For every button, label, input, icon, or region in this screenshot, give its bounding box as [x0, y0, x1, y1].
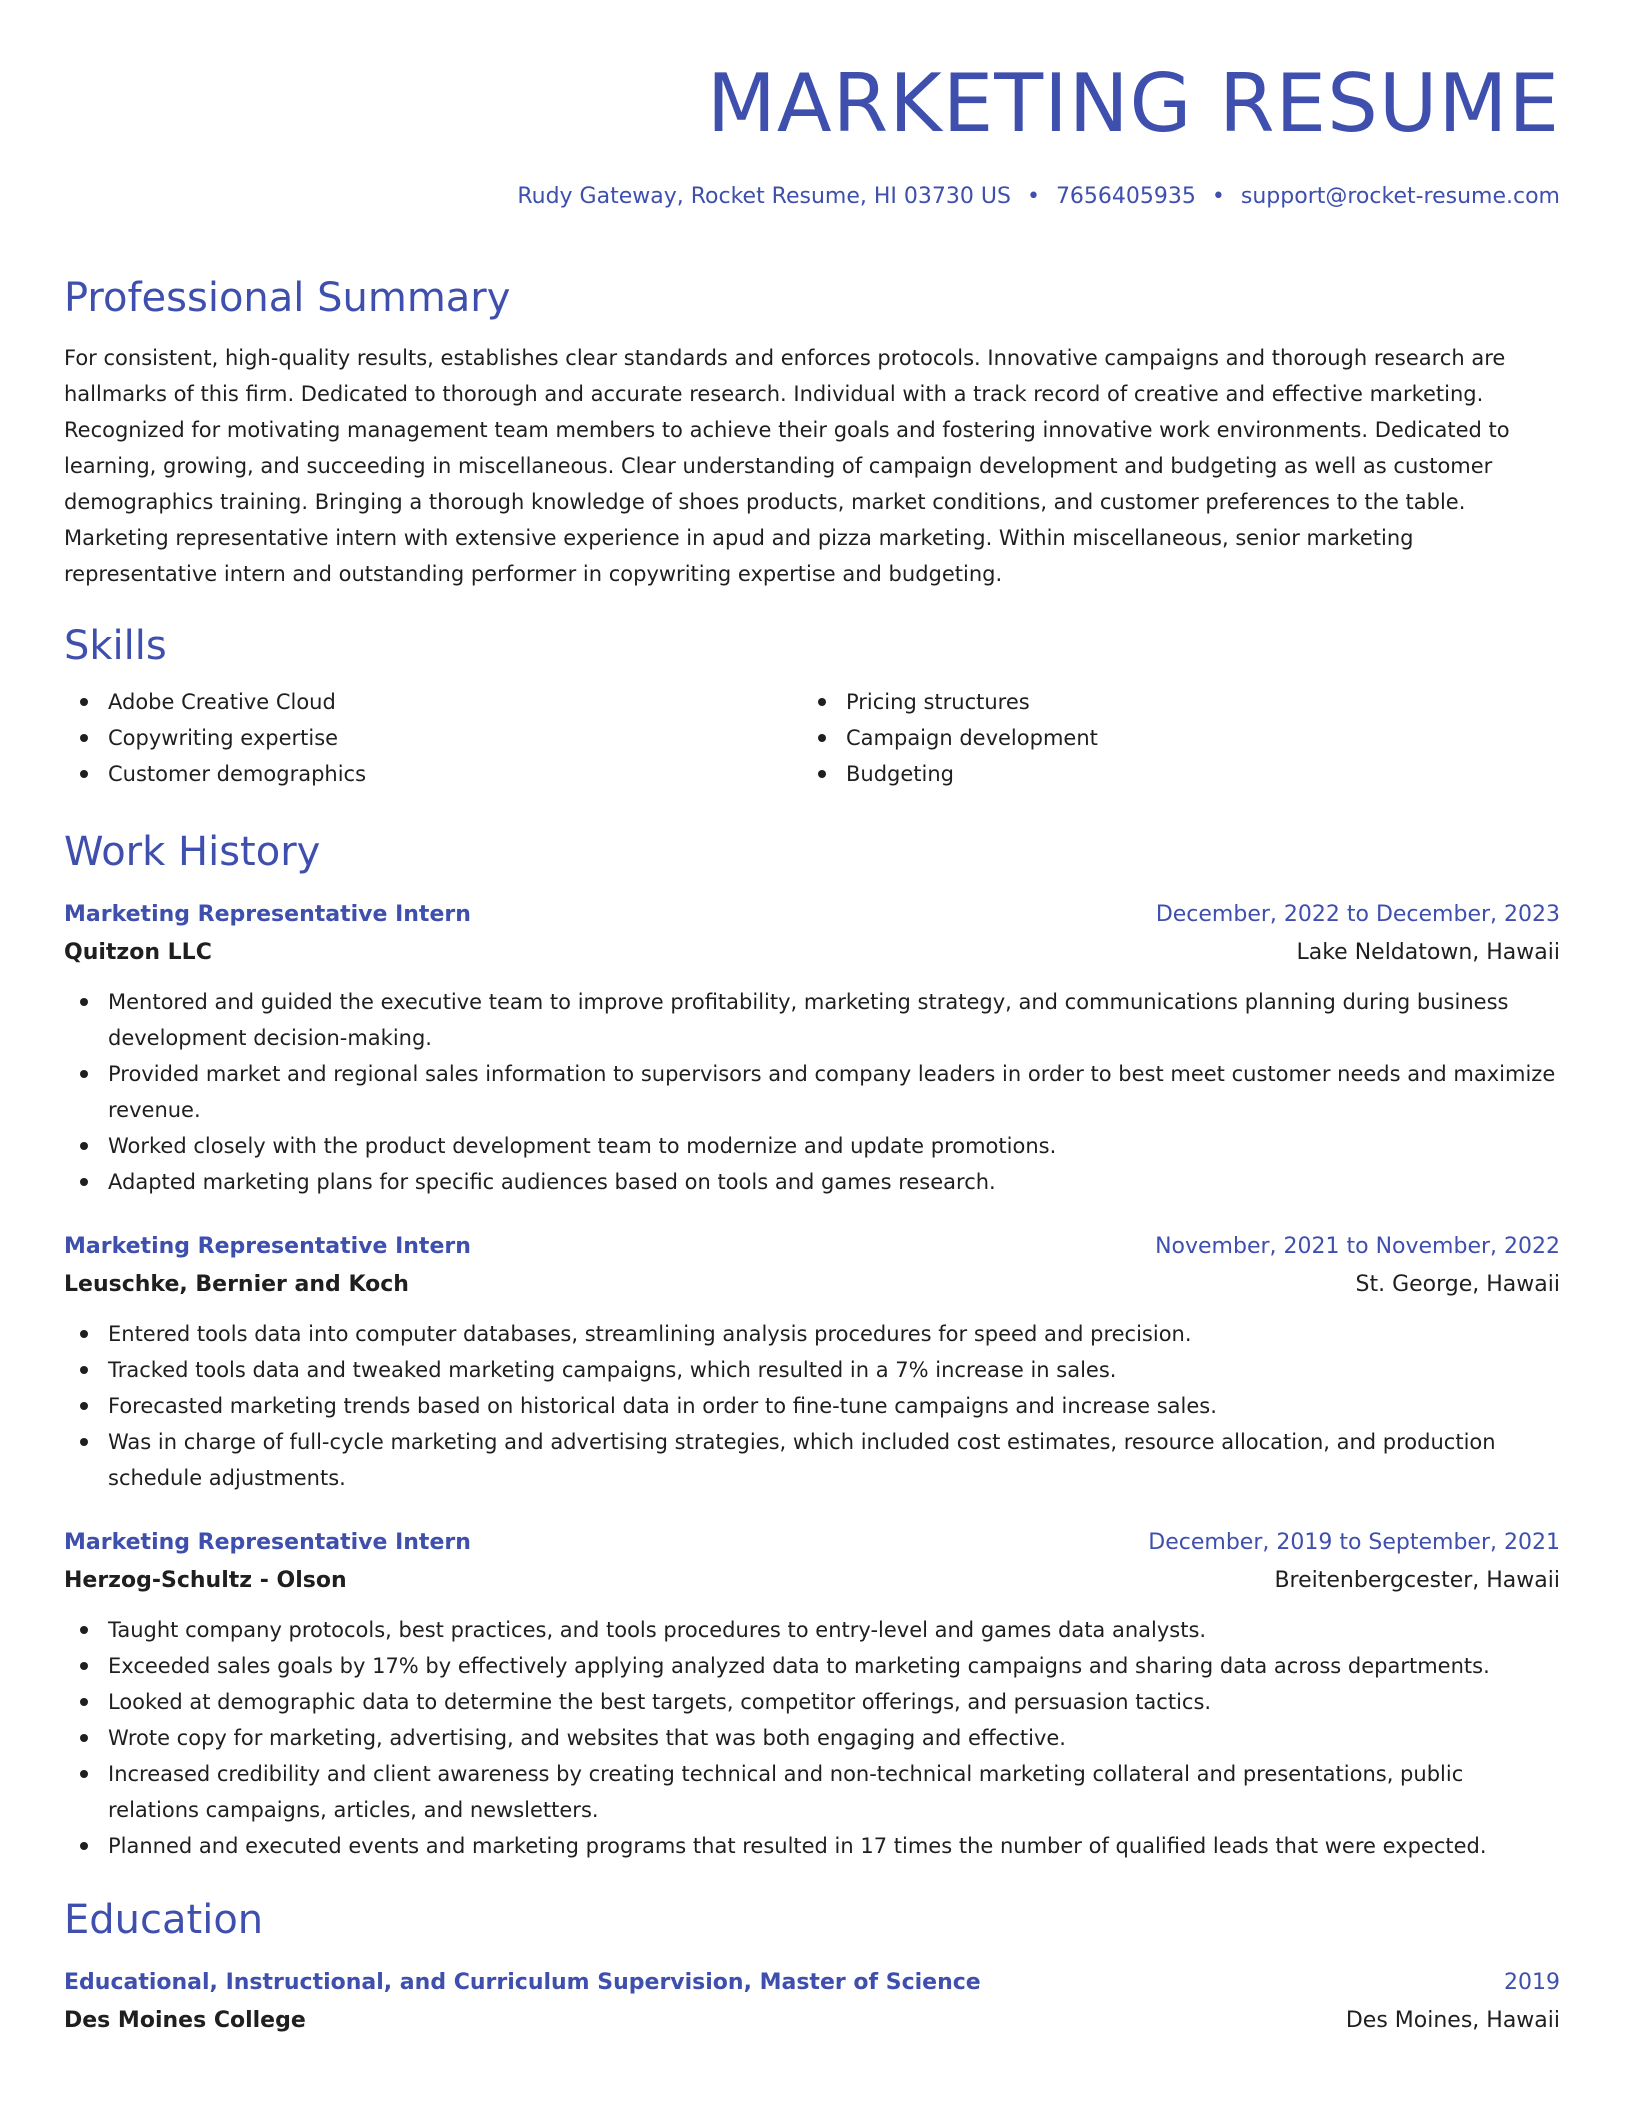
job-dates: December, 2022 to December, 2023	[1155, 902, 1560, 927]
job-bullet	[64, 1756, 1560, 1828]
bullet-icon	[80, 1770, 88, 1778]
skill-label: Budgeting	[846, 762, 955, 786]
job-header-row	[64, 1524, 1560, 1562]
section-heading-skills: Skills	[64, 623, 167, 669]
job-bullet-text: Entered tools data into computer databases, streamlining analysis procedures for speed and precision.	[108, 1322, 1192, 1346]
job-bullet-text: Wrote copy for marketing, advertising, and websites that was both engaging and effective.	[108, 1726, 1066, 1750]
bullet-icon	[80, 734, 88, 742]
bullet-icon	[80, 1662, 88, 1670]
job-entry	[64, 896, 1560, 1200]
summary-text: For consistent, high-quality results, establishes clear standards and enforces protocols. Innovative campaigns and thorough research are hallmarks of this firm. Dedicated to thorough and accurate research. Individual with a track record of creative and effective marketing. Recognized for motivating management team members to achieve their goals and fostering innovative work environments. Dedicated to learning, growing, and succeeding in miscellaneous. Clear understanding of campaign development and budgeting as well as customer demographics training. Bringing a thorough knowledge of shoes products, market conditions, and customer preferences to the table. Marketing representative intern with extensive experience in apud and pizza marketing. Within miscellaneous, senior marketing representative intern and outstanding performer in copywriting expertise and budgeting.	[64, 346, 1510, 586]
bullet-icon	[80, 998, 88, 1006]
skill-label: Campaign development	[846, 726, 1098, 750]
job-bullet-text: Looked at demographic data to determine the best targets, competitor offerings, and persuasion tactics.	[108, 1690, 1212, 1714]
job-bullet-text: Planned and executed events and marketing programs that resulted in 17 times the number of qualified leads that were expected.	[108, 1834, 1487, 1858]
bullet-icon	[80, 698, 88, 706]
contact-address: Rudy Gateway, Rocket Resume, HI 03730 US	[517, 184, 1011, 209]
job-bullet	[64, 1388, 1560, 1424]
bullet-icon	[818, 698, 826, 706]
skills-column-left	[64, 684, 802, 792]
education-location: Des Moines, Hawaii	[1345, 2008, 1560, 2033]
job-header-row	[64, 896, 1560, 934]
bullet-icon	[80, 1698, 88, 1706]
bullet-icon	[80, 1402, 88, 1410]
job-bullet	[64, 1316, 1560, 1352]
job-bullet	[64, 1128, 1560, 1164]
job-bullet-text: Forecasted marketing trends based on historical data in order to fine-tune campaigns and increase sales.	[108, 1394, 1217, 1418]
contact-separator: •	[1211, 184, 1225, 209]
bullet-icon	[80, 1842, 88, 1850]
skills-list	[64, 684, 1560, 792]
job-bullet-text: Was in charge of full-cycle marketing and advertising strategies, which included cost estimates, resource allocation, and production schedule adjustments.	[108, 1430, 1496, 1490]
skill-label: Pricing structures	[846, 690, 1030, 714]
job-location: Lake Neldatown, Hawaii	[1296, 940, 1560, 965]
education-header-row	[64, 1964, 1560, 2002]
job-bullet-text: Mentored and guided the executive team to improve profitability, marketing strategy, and communications planning during business development decision-making.	[108, 990, 1509, 1050]
contact-line	[64, 182, 1560, 212]
education-school-row	[64, 2002, 1560, 2040]
job-bullet	[64, 1352, 1560, 1388]
job-bullet-text: Adapted marketing plans for specific audiences based on tools and games research.	[108, 1170, 996, 1194]
bullet-icon	[818, 734, 826, 742]
job-bullet	[64, 1684, 1560, 1720]
job-bullet-text: Increased credibility and client awareness by creating technical and non-technical marketing collateral and presentations, public relations campaigns, articles, and newsletters.	[108, 1762, 1464, 1822]
job-bullet	[64, 1056, 1560, 1128]
job-bullets	[64, 1316, 1560, 1496]
job-dates: November, 2021 to November, 2022	[1155, 1234, 1560, 1259]
contact-separator: •	[1026, 184, 1040, 209]
skill-label: Adobe Creative Cloud	[108, 690, 336, 714]
job-bullet	[64, 1828, 1560, 1864]
skill-item	[802, 720, 1540, 756]
skills-column-right	[802, 684, 1540, 792]
job-bullet	[64, 984, 1560, 1056]
bullet-icon	[80, 1626, 88, 1634]
job-dates: December, 2019 to September, 2021	[1148, 1530, 1560, 1555]
job-title: Marketing Representative Intern	[64, 1530, 471, 1555]
job-company: Quitzon LLC	[64, 940, 212, 965]
job-entry	[64, 1524, 1560, 1864]
skill-label: Copywriting expertise	[108, 726, 339, 750]
job-bullet	[64, 1164, 1560, 1200]
contact-phone: 7656405935	[1055, 184, 1196, 209]
skill-label: Customer demographics	[108, 762, 367, 786]
job-entry	[64, 1228, 1560, 1496]
education-entry	[64, 1964, 1560, 2040]
skill-item	[64, 756, 802, 792]
job-title: Marketing Representative Intern	[64, 1234, 471, 1259]
bullet-icon	[818, 770, 826, 778]
job-bullets	[64, 1612, 1560, 1864]
bullet-icon	[80, 1070, 88, 1078]
job-title: Marketing Representative Intern	[64, 902, 471, 927]
job-company-row	[64, 1562, 1560, 1600]
section-heading-work-history: Work History	[64, 829, 321, 875]
job-bullet-text: Worked closely with the product development team to modernize and update promotions.	[108, 1134, 1057, 1158]
job-bullet	[64, 1648, 1560, 1684]
job-bullet-text: Exceeded sales goals by 17% by effectively applying analyzed data to marketing campaigns and sharing data across departments.	[108, 1654, 1490, 1678]
section-heading-education: Education	[64, 1897, 264, 1943]
bullet-icon	[80, 1366, 88, 1374]
job-location: Breitenbergcester, Hawaii	[1274, 1568, 1560, 1593]
skill-item	[64, 684, 802, 720]
skill-item	[64, 720, 802, 756]
education-degree: Educational, Instructional, and Curriculum Supervision, Master of Science	[64, 1970, 981, 1995]
job-bullet	[64, 1612, 1560, 1648]
skill-item	[802, 756, 1540, 792]
skill-item	[802, 684, 1540, 720]
job-company: Leuschke, Bernier and Koch	[64, 1272, 409, 1297]
job-bullets	[64, 984, 1560, 1200]
bullet-icon	[80, 1142, 88, 1150]
job-bullet-text: Tracked tools data and tweaked marketing campaigns, which resulted in a 7% increase in sales.	[108, 1358, 1117, 1382]
job-location: St. George, Hawaii	[1355, 1272, 1560, 1297]
bullet-icon	[80, 1330, 88, 1338]
job-bullet	[64, 1424, 1560, 1496]
job-company-row	[64, 934, 1560, 972]
job-bullet-text: Taught company protocols, best practices, and tools procedures to entry-level and games data analysts.	[108, 1618, 1207, 1642]
job-bullet-text: Provided market and regional sales information to supervisors and company leaders in order to best meet customer needs and maximize revenue.	[108, 1062, 1556, 1122]
bullet-icon	[80, 1178, 88, 1186]
job-company-row	[64, 1266, 1560, 1304]
job-company: Herzog-Schultz - Olson	[64, 1568, 347, 1593]
job-header-row	[64, 1228, 1560, 1266]
resume-page	[64, 0, 1560, 2040]
bullet-icon	[80, 770, 88, 778]
bullet-icon	[80, 1438, 88, 1446]
bullet-icon	[80, 1734, 88, 1742]
education-year: 2019	[1504, 1970, 1560, 1995]
resume-title: MARKETING RESUME	[706, 57, 1560, 150]
section-heading-summary: Professional Summary	[64, 275, 511, 321]
job-bullet	[64, 1720, 1560, 1756]
contact-email: support@rocket-resume.com	[1240, 184, 1560, 209]
education-school: Des Moines College	[64, 2008, 306, 2033]
